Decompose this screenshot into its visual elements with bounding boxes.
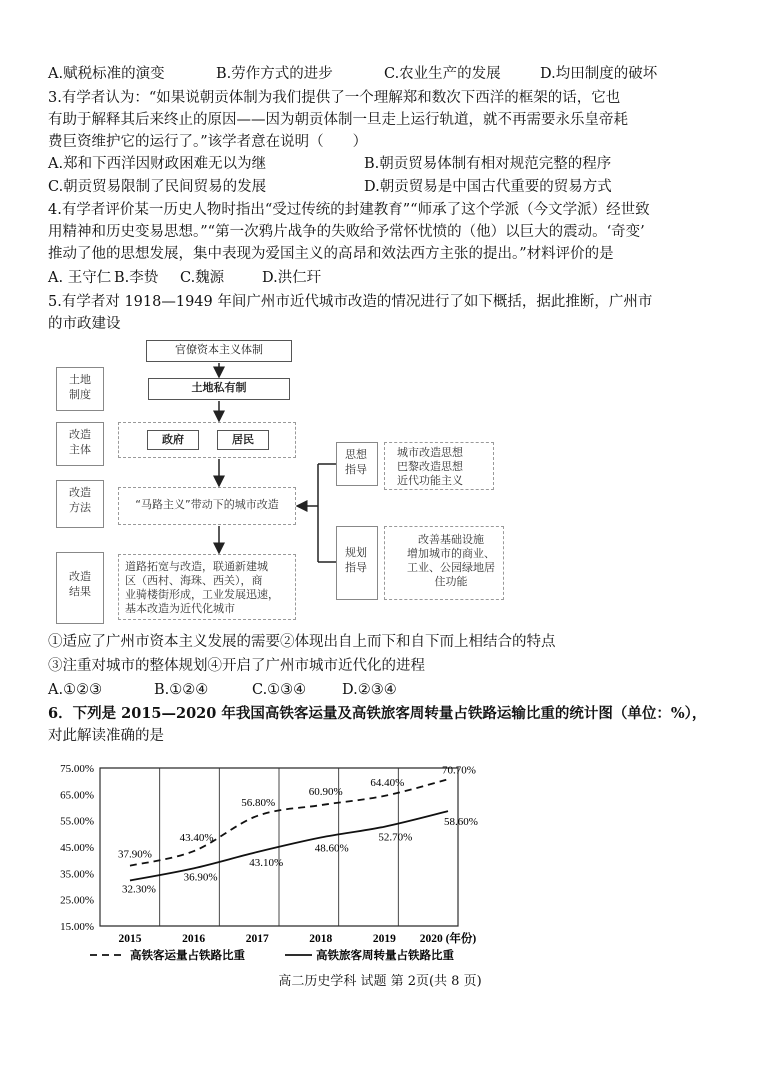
y-tick-label: 45.00%	[60, 842, 94, 854]
data-label: 36.90%	[183, 871, 218, 884]
x-tick-label: 2020 (年份)	[419, 933, 477, 945]
legend-label-turnover: 高铁旅客周转量占铁路比重	[316, 950, 454, 962]
q2-option-d: D.均田制度的破坏	[540, 66, 658, 82]
data-label: 70.70%	[442, 764, 476, 777]
q5-stem-line2: 的市政建设	[48, 316, 121, 332]
q5-statements-2: ③注重对城市的整体规划④开启了广州市城市近代化的进程	[48, 658, 425, 674]
page-footer: 高二历史学科 试题 第 2页(共 8 页)	[278, 974, 482, 989]
plan-guide-box: 改善基础设施 增加城市的商业、 工业、公园绿地居 住功能	[384, 526, 504, 600]
city-renovation-diagram	[0, 330, 760, 630]
y-tick-label: 55.00%	[60, 815, 94, 828]
label-plan-guide: 规划 指导	[336, 526, 378, 600]
private-land-box: 土地私有制	[148, 378, 290, 400]
label-subject: 改造 主体	[56, 422, 104, 466]
x-tick-label: 2017	[245, 933, 269, 945]
residents-box: 居民	[217, 430, 269, 450]
label-result: 改造 结果	[56, 552, 104, 624]
data-label: 32.30%	[122, 883, 156, 896]
x-tick-label: 2016	[182, 933, 206, 945]
rail-share-line-chart	[0, 750, 760, 970]
q4-stem-line3: 推动了他的思想发展，集中表现为爱国主义的高昂和效法西方主张的提出。”材料评价的是	[48, 246, 614, 262]
legend-label-volume: 高铁客运量占铁路比重	[130, 950, 245, 962]
data-label: 48.60%	[314, 842, 349, 855]
q4-option-a: A. 王守仁	[48, 270, 112, 286]
q4-options	[48, 268, 321, 288]
q6-stem-line2: 对此解读准确的是	[48, 728, 164, 744]
q3-option-d: D.朝贡贸易是中国古代重要的贸易方式	[364, 179, 612, 195]
q5-option-c: C.①③④	[252, 682, 307, 698]
data-label: 64.40%	[370, 776, 405, 789]
y-tick-label: 15.00%	[60, 921, 94, 933]
data-label: 60.90%	[308, 786, 343, 799]
q4-option-c: C.魏源	[180, 270, 225, 286]
data-label: 58.60%	[444, 816, 478, 829]
method-box: “马路主义”带动下的城市改造	[118, 487, 296, 525]
q4-option-d: D.洪仁玕	[262, 270, 322, 286]
thought-guide-box: 城市改造思想 巴黎改造思想 近代功能主义	[384, 442, 494, 490]
data-label: 52.70%	[378, 831, 413, 844]
q5-statements-1: ①适应了广州市资本主义发展的需要②体现出自上而下和自下而上相结合的特点	[48, 634, 556, 650]
label-method: 改造 方法	[56, 480, 104, 528]
q6-stem-line1: 6．下列是 2015—2020 年我国高铁客运量及高铁旅客周转量占铁路运输比重的统计图（单位：%），	[48, 705, 707, 722]
q3-option-b: B.朝贡贸易体制有相对规范完整的程序	[364, 156, 612, 172]
x-tick-label: 2015	[118, 933, 142, 945]
data-label: 37.90%	[118, 848, 152, 861]
x-tick-label: 2019	[372, 933, 396, 945]
y-tick-label: 65.00%	[60, 789, 94, 802]
x-tick-label: 2018	[309, 933, 333, 945]
result-box: 道路拓宽与改造，联通新建城 区（西村、海珠、西关），商 业骑楼街形成，工业发展迅速， 基本改造为近代化城市	[118, 554, 296, 620]
q4-option-b: B.李贽	[114, 270, 159, 286]
bureaucratic-capitalism-box: 官僚资本主义体制	[146, 340, 292, 362]
data-label: 43.10%	[249, 857, 284, 870]
q4-stem-line1: 4.有学者评价某一历史人物时指出“受过传统的封建教育”“师承了这个学派（今文学派）经世致	[48, 202, 650, 218]
q3-stem-line1: 3.有学者认为：“如果说朝贡体制为我们提供了一个理解郑和数次下西洋的框架的话，它也	[48, 90, 621, 106]
diagram-arrows	[0, 330, 760, 630]
series-line-passenger-turnover	[130, 811, 448, 880]
q5-option-b: B.①②④	[154, 682, 209, 698]
q3-option-a: A.郑和下西洋因财政困难无以为继	[48, 156, 267, 172]
y-tick-label: 25.00%	[60, 894, 94, 907]
q2-option-b: B.劳作方式的进步	[216, 66, 333, 82]
q5-option-a: A.①②③	[48, 682, 103, 698]
government-box: 政府	[147, 430, 199, 450]
q5-options	[48, 680, 397, 700]
q3-stem-line3: 费巨资维护它的运行了。”该学者意在说明（ ）	[48, 134, 368, 150]
q2-options	[48, 64, 657, 84]
q2-option-a: A.赋税标准的演变	[48, 66, 165, 82]
label-thought-guide: 思想 指导	[336, 442, 378, 486]
q5-option-d: D.②③④	[342, 682, 397, 698]
q3-option-c: C.朝贡贸易限制了民间贸易的发展	[48, 179, 267, 195]
q4-stem-line2: 用精神和历史变易思想。”“第一次鸦片战争的失败给予常怀忧愤的（他）以巨大的震动。‘奇变’	[48, 224, 645, 240]
q5-stem-line1: 5.有学者对 1918—1949 年间广州市近代城市改造的情况进行了如下概括，据此推断，广州市	[48, 294, 653, 310]
y-tick-label: 75.00%	[60, 763, 94, 775]
q3-stem-line2: 有助于解释其后来终止的原因——因为朝贡体制一旦走上运行轨道，就不再需要永乐皇帝耗	[48, 112, 628, 128]
data-label: 56.80%	[241, 796, 276, 809]
y-tick-label: 35.00%	[60, 868, 94, 881]
label-land-system: 土地 制度	[56, 367, 104, 411]
q2-option-c: C.农业生产的发展	[384, 66, 501, 82]
data-label: 43.40%	[179, 832, 214, 845]
